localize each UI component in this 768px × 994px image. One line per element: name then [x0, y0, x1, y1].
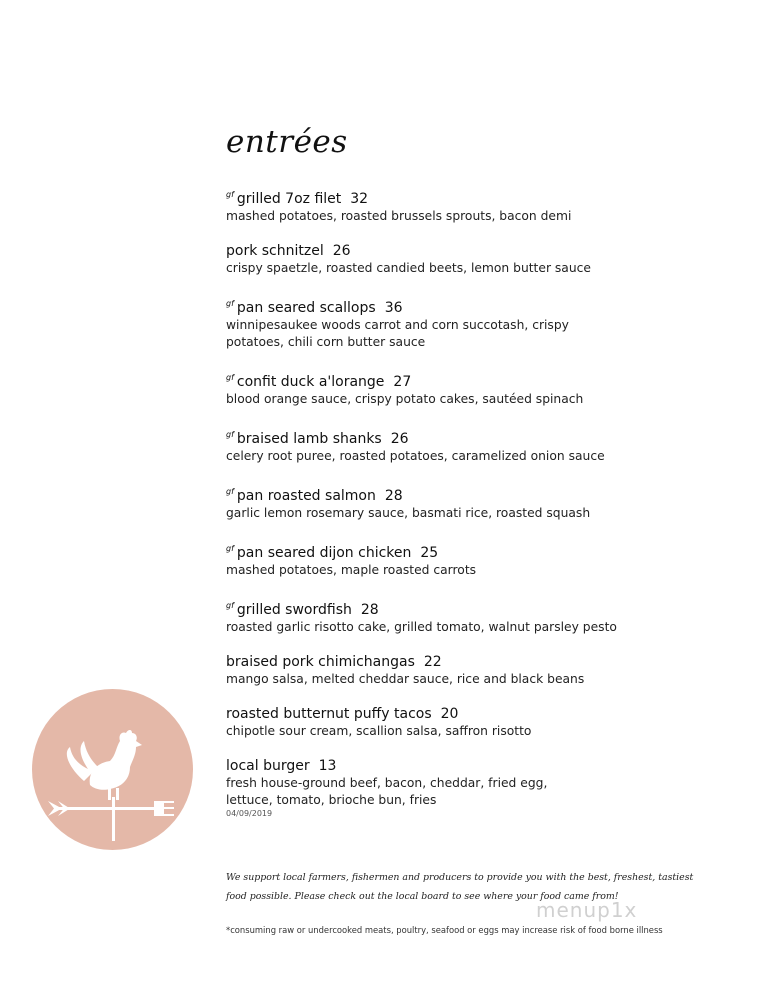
item-description: garlic lemon rosemary sauce, basmati rice, roasted squash [226, 506, 591, 520]
item-price: 26 [390, 431, 409, 447]
item-name: grilled swordfish [236, 602, 352, 618]
gluten-free-mark: gf [226, 190, 234, 199]
item-name: braised lamb shanks [236, 431, 382, 447]
menu-item [226, 243, 706, 277]
item-price: 32 [350, 191, 369, 207]
menu-item [226, 758, 706, 809]
item-price: 36 [384, 300, 403, 316]
item-name: braised pork chimichangas [226, 654, 415, 670]
item-description: mashed potatoes, roasted brussels sprouts, bacon demi [226, 209, 572, 223]
item-name: local burger [226, 758, 310, 774]
rooster-weathervane-logo [32, 689, 193, 850]
gluten-free-mark: gf [226, 544, 234, 553]
item-name: roasted butternut puffy tacos [226, 706, 432, 722]
item-name: pork schnitzel [226, 243, 324, 259]
item-description: mango salsa, melted cheddar sauce, rice and black beans [226, 672, 585, 686]
item-name: pan seared scallops [236, 300, 376, 316]
item-price: 20 [440, 706, 459, 722]
item-name: pan seared dijon chicken [236, 545, 412, 561]
item-name: confit duck a'lorange [236, 374, 385, 390]
item-description: winnipesaukee woods carrot and corn succotash, crispy potatoes, chili corn butter sauce [226, 318, 569, 349]
menu-date: 04/09/2019 [226, 809, 273, 818]
item-description: celery root puree, roasted potatoes, caramelized onion sauce [226, 449, 605, 463]
gluten-free-mark: gf [226, 299, 234, 308]
gluten-free-mark: gf [226, 601, 234, 610]
watermark-logo: menup1x [536, 898, 638, 922]
item-price: 13 [318, 758, 337, 774]
item-name: pan roasted salmon [236, 488, 376, 504]
menu-item [226, 295, 706, 351]
gluten-free-mark: gf [226, 430, 234, 439]
item-price: 26 [332, 243, 351, 259]
menu-item [226, 186, 706, 225]
item-price: 28 [384, 488, 403, 504]
local-sourcing-note: We support local farmers, fishermen and producers to provide you with the best, freshest, tastiest food possible. Please check out the local board to see where your food came from! [226, 872, 694, 902]
menu-item [226, 654, 706, 688]
page-title: entrées [226, 124, 348, 160]
item-description: blood orange sauce, crispy potato cakes, sautéed spinach [226, 392, 584, 406]
item-description: roasted garlic risotto cake, grilled tomato, walnut parsley pesto [226, 620, 617, 634]
gluten-free-mark: gf [226, 373, 234, 382]
gluten-free-mark: gf [226, 487, 234, 496]
menu-item [226, 540, 706, 579]
item-price: 25 [420, 545, 439, 561]
menu-item [226, 369, 706, 408]
item-description: fresh house-ground beef, bacon, cheddar, fried egg, lettuce, tomato, brioche bun, fries [226, 776, 548, 807]
menu-item [226, 426, 706, 465]
menu-item-list [226, 186, 706, 827]
menu-item [226, 597, 706, 636]
menu-item [226, 706, 706, 740]
item-price: 22 [423, 654, 442, 670]
item-price: 27 [393, 374, 412, 390]
item-description: chipotle sour cream, scallion salsa, saffron risotto [226, 724, 532, 738]
item-description: crispy spaetzle, roasted candied beets, lemon butter sauce [226, 261, 591, 275]
item-name: grilled 7oz filet [236, 191, 342, 207]
item-price: 28 [360, 602, 379, 618]
food-safety-footnote: *consuming raw or undercooked meats, poultry, seafood or eggs may increase risk of food borne illness [226, 925, 663, 935]
item-description: mashed potatoes, maple roasted carrots [226, 563, 477, 577]
menu-item [226, 483, 706, 522]
